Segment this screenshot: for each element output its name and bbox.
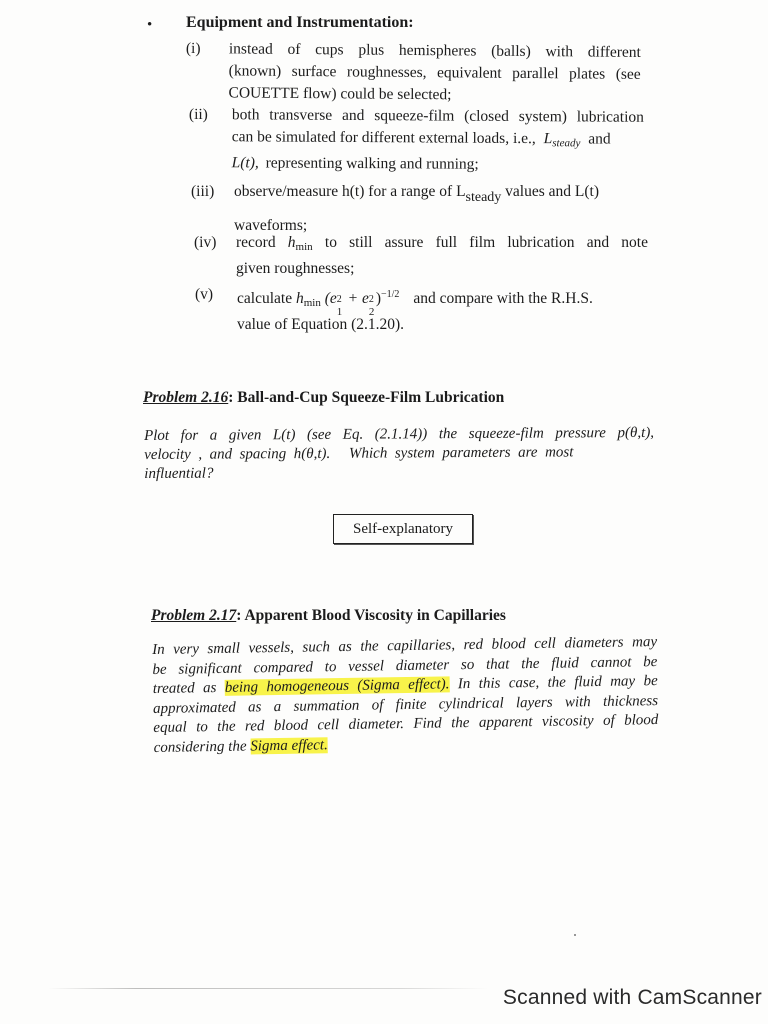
item-number: (iv) (194, 234, 217, 251)
problem-line: be significant compared to vessel diameter so that the fluid cannot be (152, 653, 658, 678)
problem-title-2-17: Problem 2.17: Apparent Blood Viscosity in Capillaries (151, 607, 506, 624)
list-item-i (185, 38, 646, 110)
item-number: (ii) (188, 105, 208, 124)
item-line (232, 152, 644, 177)
item-line: both transverse and squeeze-film (closed system) lubrication (231, 106, 644, 126)
highlighted-text: being homogeneous (Sigma effect). (224, 676, 450, 696)
answer-text: Self-explanatory (353, 520, 453, 537)
item-line: COUETTE flow) could be selected; (228, 84, 452, 104)
item-line-text: can be simulated for different external loads, i.e., (231, 128, 536, 148)
item-line-text: representing walking and running; (265, 154, 479, 173)
problem-line: influential? (144, 465, 214, 482)
list-item-ii (189, 104, 649, 175)
problem-line: considering the Sigma effect. (153, 736, 328, 756)
problem-line: In very small vessels, such as the capillaries, red blood cell diameters may (152, 634, 658, 658)
bullet-icon: • (147, 17, 153, 33)
highlighted-text: Sigma effect. (250, 736, 328, 754)
item-number: (iii) (191, 183, 215, 200)
problem-line: velocity , and spacing h(θ,t). Which system parameters are most (144, 444, 574, 463)
problem-text-2-17 (152, 633, 659, 758)
item-number: (i) (185, 39, 201, 58)
item-line: record $h_{min}$ to still assure full film lubrication and note (236, 234, 648, 253)
item-line (232, 126, 644, 155)
scan-edge-line (48, 988, 488, 989)
problem-line: approximated as a summation of finite cylindrical layers with thickness (152, 692, 659, 717)
item-line: calculate $h_{min}$ (e 2 1 + e 2 2 )$^{-1/2}$ and compare with the R.H.S. (237, 289, 593, 318)
answer-box (333, 514, 473, 544)
problem-code: Problem 2.17 (151, 607, 237, 624)
item-line: waveforms; (234, 217, 308, 234)
problem-code: Problem 2.16 (143, 389, 229, 406)
scan-speck (574, 934, 576, 936)
item-line: value of Equation (2.1.20). (237, 316, 405, 333)
problem-text-2-16 (144, 424, 654, 484)
section-heading-equipment: Equipment and Instrumentation: (186, 14, 414, 31)
problem-line: treated as being homogeneous (Sigma effect). In this case, the fluid may be (152, 673, 658, 697)
list-item-v (195, 284, 655, 333)
item-line: observe/measure h(t) for a range of Lsteady values and L(t) (234, 183, 599, 205)
list-item-iv (194, 232, 654, 278)
problem-line: Plot for a given L(t) (see Eq. (2.1.14)) the squeeze-film pressure p(θ,t), (144, 424, 655, 444)
item-number: (v) (195, 286, 214, 303)
l-steady-symbol: $L_{steady}$ (543, 130, 581, 150)
l-of-t: L(t), (231, 154, 259, 172)
list-item-iii (191, 178, 651, 234)
item-line: instead of cups plus hemispheres (balls) with different (228, 40, 641, 61)
problem-line: equal to the red blood cell diameter. Find the apparent viscosity of blood (153, 712, 659, 736)
camscanner-watermark: Scanned with CamScanner (502, 986, 762, 1009)
problem-title-2-16: Problem 2.16: Ball-and-Cup Squeeze-Film Lubrication (143, 389, 505, 406)
item-line: given roughnesses; (236, 260, 355, 277)
item-line: (known) surface roughnesses, equivalent parallel plates (see (228, 62, 641, 83)
and-word: and (588, 130, 611, 148)
